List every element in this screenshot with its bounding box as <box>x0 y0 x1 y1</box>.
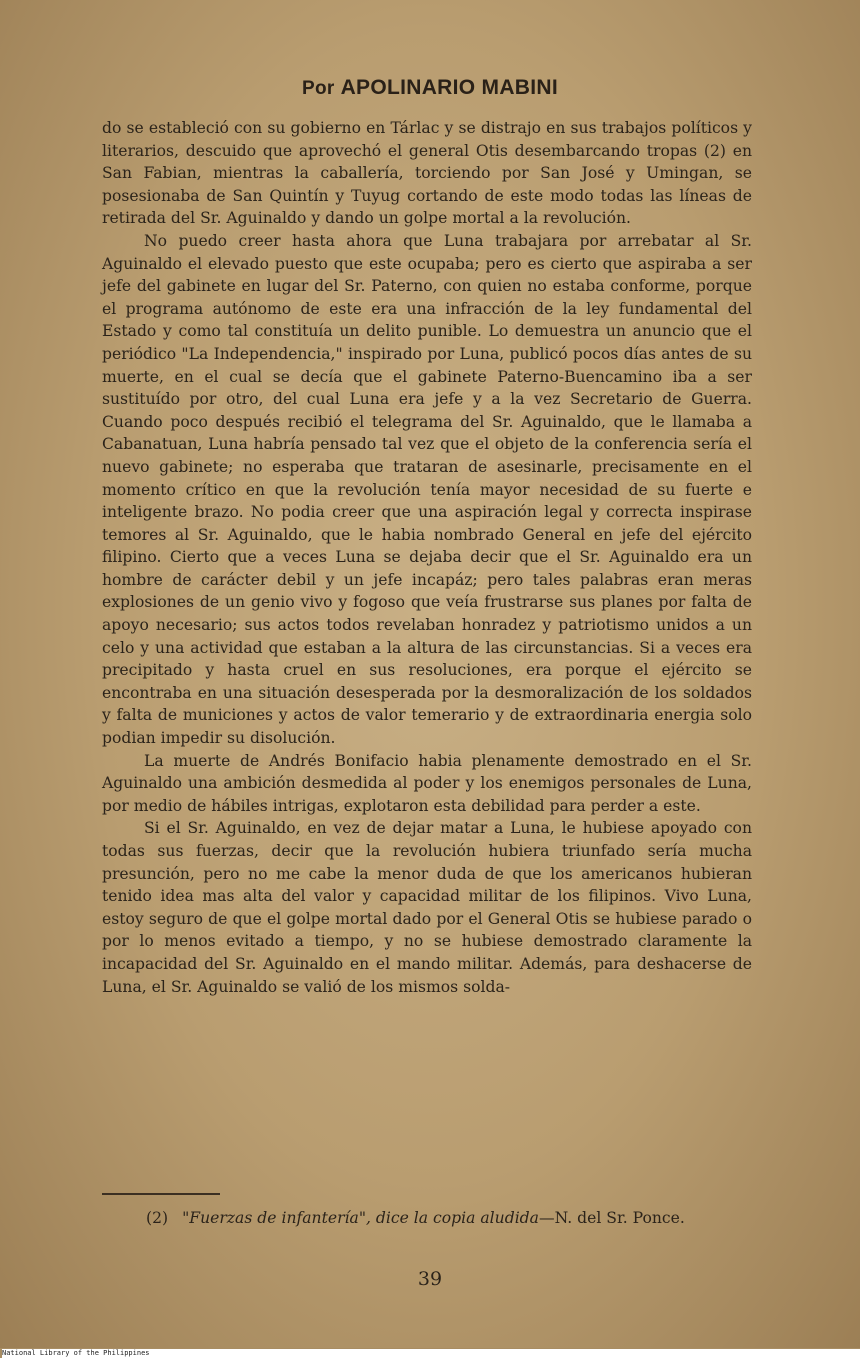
body-text <box>102 117 752 998</box>
footnote-mark: (2) <box>146 1209 169 1227</box>
running-header <box>0 76 860 100</box>
paragraph-1: do se estableció con su gobierno en Tárlac y se distrajo en sus trabajos políticos y literarios, descuido que aprovechó el general Otis desembarcando tropas (2) en San Fabian, mientras la caballería, torciendo por San José y Umingan, se posesionaba de San Quintín y Tuyug cortando de este modo todas las líneas de retirada del Sr. Aguinaldo y dando un golpe mortal a la revolución. <box>102 119 752 228</box>
paragraph-3: La muerte de Andrés Bonifacio habia plenamente demostrado en el Sr. Aguinaldo una ambición desmedida al poder y los enemigos personales de Luna, por medio de hábiles intrigas, explotaron esta debilidad para perder a este. <box>102 751 752 815</box>
footnote <box>102 1207 752 1229</box>
paragraph-4: Si el Sr. Aguinaldo, en vez de dejar matar a Luna, le hubiese apoyado con todas sus fuerzas, decir que la revolución hubiera triunfado sería mucha presunción, pero no me cabe la menor duda de que los americanos hubieran tenido idea mas alta del valor y capacidad militar de los filipinos. Vivo Luna, estoy seguro de que el golpe mortal dado por el General Otis se hubiese parado o por lo menos evitado a tiempo, y no se hubiese demostrado claramente la incapacidad del Sr. Aguinaldo en el mando militar. Además, para deshacerse de Luna, el Sr. Aguinaldo se valió de los mismos solda- <box>102 819 752 996</box>
page-number: 39 <box>417 1268 443 1290</box>
footnote-attribution: —N. del Sr. Ponce. <box>538 1209 685 1227</box>
footnote-divider <box>102 1193 220 1195</box>
library-credit: National Library of the Philippines <box>2 1349 860 1358</box>
footnote-italic-text: "Fuerzas de infantería", dice la copia aludida <box>182 1209 539 1227</box>
header-by: Por <box>301 78 335 99</box>
paragraph-2: No puedo creer hasta ahora que Luna trabajara por arrebatar al Sr. Aguinaldo el elevado puesto que este ocupaba; pero es cierto que aspiraba a ser jefe del gabinete en lugar del Sr. Paterno, con quien no estaba conforme, porque el programa autónomo de este era una infracción de la ley fundamental del Estado y como tal constituía un delito punible. Lo demuestra un anuncio que el periódico "La Independencia," inspirado por Luna, publicó pocos días antes de su muerte, en el cual se decía que el gabinete Paterno-Buencamino iba a ser sustituído por otro, del cual Luna era jefe y a la vez Secretario de Guerra. Cuando poco después recibió el telegrama del Sr. Aguinaldo, que le llamaba a Cabanatuan, Luna habría pensado tal vez que el objeto de la conferencia sería el nuevo gabinete; no esperaba que trataran de asesinarle, precisamente en el momento crítico en que la revolución tenía mayor necesidad de su fuerte e inteligente brazo. No podia creer que una aspiración legal y correcta inspirase temores al Sr. Aguinaldo, que le habia nombrado General en jefe del ejército filipino. Cierto que a veces Luna se dejaba decir que el Sr. Aguinaldo era un hombre de carácter debil y un jefe incapáz; pero tales palabras eran meras explosiones de un genio vivo y fogoso que veía frustrarse sus planes por falta de apoyo necesario; sus actos todos revelaban honradez y patriotismo unidos a un celo y una actividad que estaban a la altura de las circunstancias. Si a veces era precipitado y hasta cruel en sus resoluciones, era porque el ejército se encontraba en una situación desesperada por la desmoralización de los soldados y falta de municiones y actos de valor temerario y de extraordinaria energia solo podian impedir su disolución. <box>102 231 752 748</box>
header-author: APOLINARIO MABINI <box>340 76 558 99</box>
